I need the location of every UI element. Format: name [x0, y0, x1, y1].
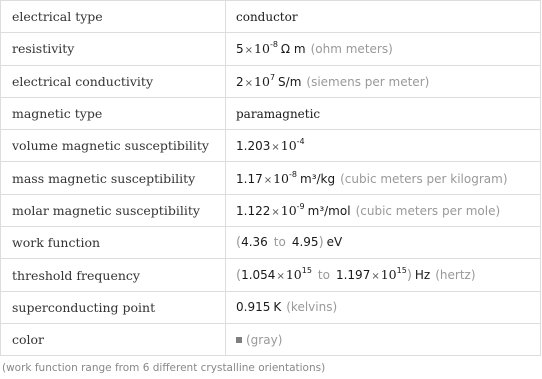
color-swatch-icon	[236, 337, 242, 343]
table-row	[1, 130, 541, 162]
exponent: -9	[296, 201, 305, 211]
property-label: mass magnetic susceptibility	[1, 162, 226, 194]
table-row	[1, 33, 541, 65]
unit: m³/mol	[307, 203, 351, 218]
base-ten: 10	[285, 267, 302, 283]
mantissa: 5	[236, 42, 244, 57]
unit-description: (cubic meters per kilogram)	[340, 171, 508, 186]
value: 0.915	[236, 300, 271, 315]
unit: Ω m	[280, 42, 306, 57]
property-value: paramagnetic	[226, 97, 541, 129]
property-value	[226, 162, 541, 194]
close-paren-icon: )	[406, 268, 412, 284]
footnote: (work function range from 6 different crystalline orientations)	[2, 362, 326, 374]
property-label: threshold frequency	[1, 259, 226, 291]
property-value	[226, 194, 541, 226]
times-symbol: ×	[244, 45, 254, 57]
mantissa: 1.203	[236, 139, 271, 154]
table-row	[1, 162, 541, 194]
property-label: superconducting point	[1, 291, 226, 323]
table-row	[1, 227, 541, 259]
exponent: 15	[396, 266, 407, 276]
property-value	[226, 130, 541, 162]
exponent: 7	[269, 72, 276, 82]
property-label: magnetic type	[1, 97, 226, 129]
property-value	[226, 259, 541, 291]
property-value	[226, 291, 541, 323]
base-ten: 10	[254, 73, 270, 89]
unit-description: (kelvins)	[286, 300, 338, 315]
range-low: 4.36	[241, 235, 268, 250]
range-to: to	[273, 235, 286, 250]
property-value	[226, 33, 541, 65]
open-paren-icon: (	[236, 268, 242, 284]
table-row	[1, 194, 541, 226]
unit: S/m	[278, 74, 302, 89]
property-value	[226, 65, 541, 97]
close-paren-icon: )	[318, 235, 324, 251]
exponent: 15	[301, 266, 312, 276]
unit-description: (hertz)	[435, 268, 476, 283]
table-row	[1, 291, 541, 323]
table-row	[1, 65, 541, 97]
table-row	[1, 259, 541, 291]
open-paren-icon: (	[236, 235, 242, 251]
times-symbol: ×	[271, 206, 280, 218]
color-name: (gray)	[246, 332, 283, 347]
range-high-mantissa: 1.197	[335, 268, 371, 283]
property-value: conductor	[226, 1, 541, 33]
table-row	[1, 323, 541, 355]
exponent: -8	[269, 40, 278, 50]
property-label: work function	[1, 227, 226, 259]
property-label: molar magnetic susceptibility	[1, 194, 226, 226]
mantissa: 2	[236, 74, 244, 89]
exponent: -8	[289, 169, 297, 179]
times-symbol: ×	[276, 271, 285, 283]
property-label: volume magnetic susceptibility	[1, 130, 226, 162]
property-label: electrical type	[1, 1, 226, 33]
range-high: 4.95	[291, 235, 319, 250]
table-row	[1, 97, 541, 129]
unit: K	[273, 300, 282, 315]
property-value	[226, 227, 541, 259]
mantissa: 1.17	[236, 171, 263, 186]
base-ten: 10	[280, 138, 297, 154]
times-symbol: ×	[263, 174, 273, 186]
unit: Hz	[414, 268, 431, 283]
base-ten: 10	[254, 41, 270, 57]
range-to: to	[317, 268, 330, 283]
times-symbol: ×	[244, 77, 254, 89]
range-low-mantissa: 1.054	[241, 268, 276, 283]
unit-description: (ohm meters)	[310, 42, 393, 57]
property-label: resistivity	[1, 33, 226, 65]
unit: eV	[326, 235, 343, 250]
unit: m³/kg	[300, 171, 336, 186]
base-ten: 10	[380, 267, 397, 283]
base-ten: 10	[273, 170, 290, 186]
unit-description: (cubic meters per mole)	[355, 203, 501, 218]
table-row	[1, 1, 541, 33]
times-symbol: ×	[371, 271, 380, 283]
times-symbol: ×	[271, 142, 280, 154]
unit-description: (siemens per meter)	[306, 74, 430, 89]
mantissa: 1.122	[236, 203, 271, 218]
property-label: color	[1, 323, 226, 355]
base-ten: 10	[280, 202, 297, 218]
property-value	[226, 323, 541, 355]
exponent: -4	[296, 137, 305, 147]
property-label: electrical conductivity	[1, 65, 226, 97]
